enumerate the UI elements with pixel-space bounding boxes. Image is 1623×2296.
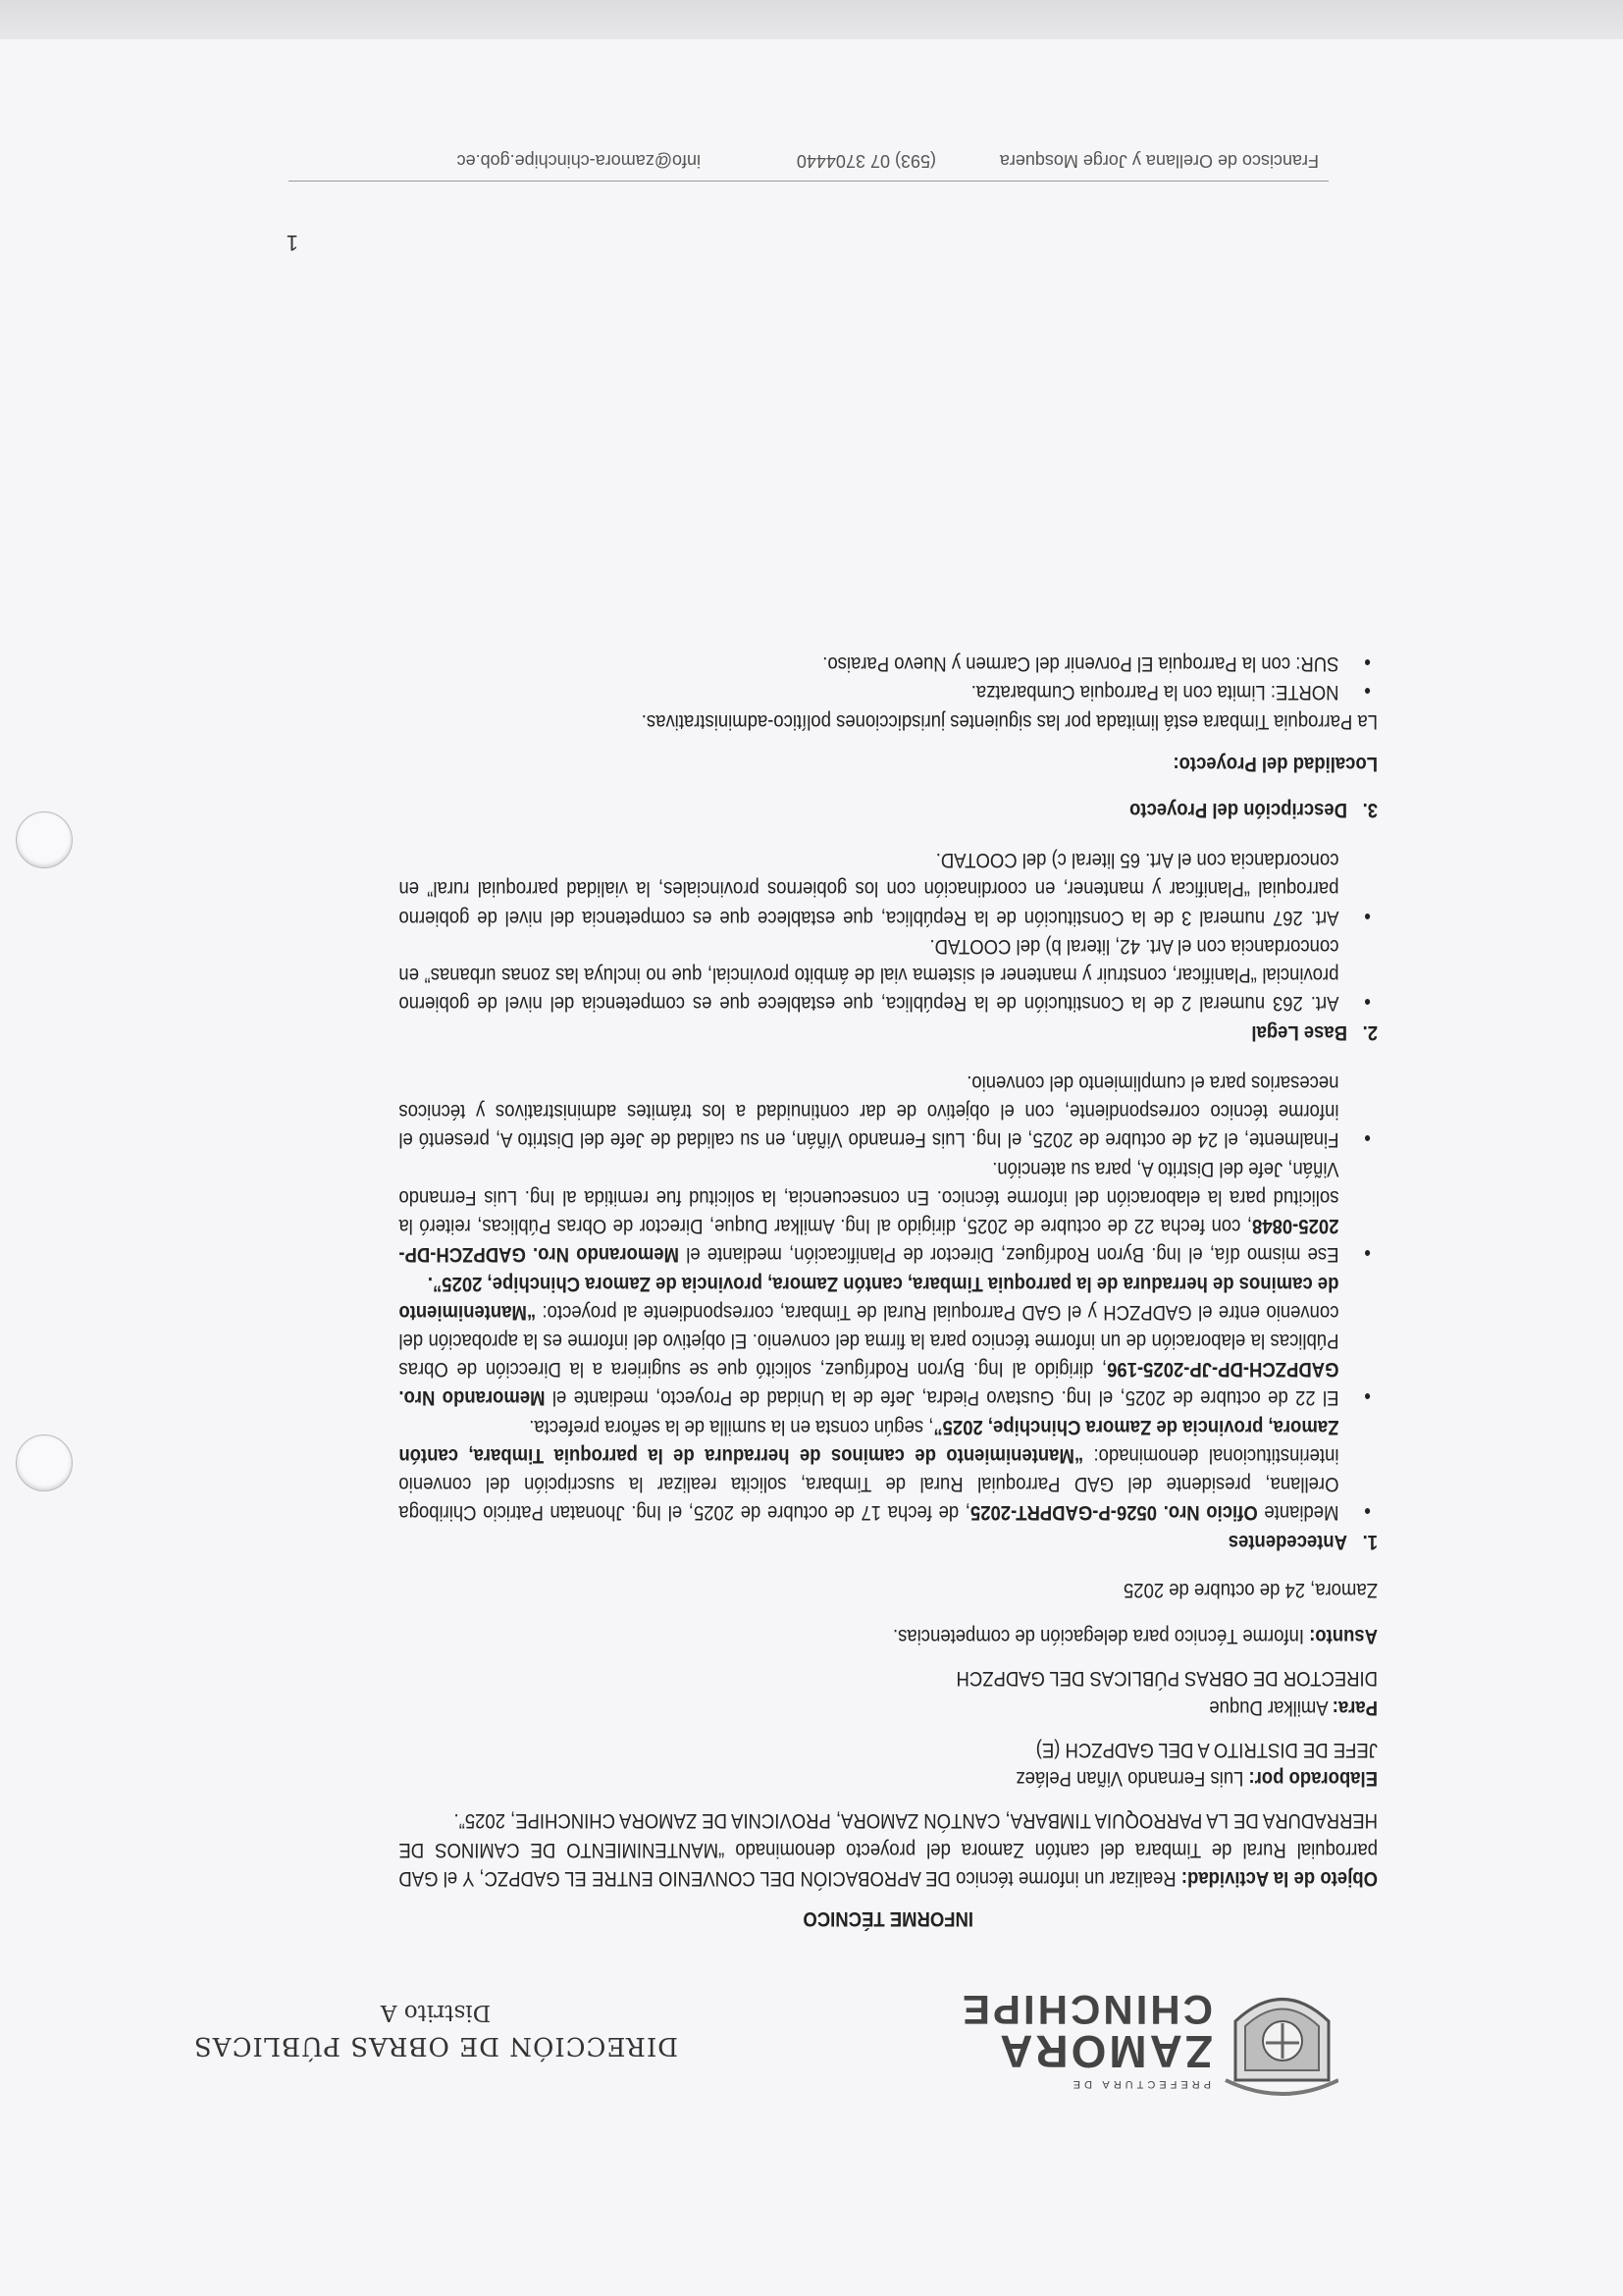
limit-norte: ● NORTE: Limita con la Parroquia Cumbaratza. [398,678,1378,706]
scan-edge [0,0,1623,39]
antecedente-item [398,1269,1378,1412]
project-name: “Mantenimiento de caminos de herradura de la parroquia Timbara, cantón Zamora, provincia de Zamora Chinchipe, 2025” [398,1415,1339,1468]
section-title: Base Legal [1251,1020,1348,1045]
legal-item: ● Art. 263 numeral 2 de la Constitución de la República, que establece que es competencia del nivel de gobierno provincial “Planificar, construir y mantener el sistema vial de ámbito provincial, que no incluya las zonas urbanas” en concordancia con el Art. 42, literal b) del COOTAD. [398,932,1378,1018]
localidad-text: La Parroquia Timbara está limitada por las siguientes jurisdicciones político-administrativas. [641,709,1378,734]
para-line [398,1693,1378,1721]
localidad-title: Localidad del Proyecto: [1173,752,1378,776]
text-run: Mediante [1257,1501,1339,1526]
objeto-paragraph [398,1806,1378,1893]
para-label: Para: [1332,1696,1378,1720]
antecedente-item [398,1154,1378,1269]
footer-address: Francisco de Orellana y Jorge Mosquera [999,151,1319,171]
text-run: , con fecha 22 de octubre de 2025, dirigido al Ing. Amilkar Duque, Director de Obras Públicas, reiteró la solicitud para la elaboración del informe técnico. En consecuencia, la solicitud fue remitida al Ing. Luis Fernando Viñán, Jefe del Distrito A, para su atención. [398,1157,1339,1239]
elaborado-role: JEFE DE DISTRITO A DEL GADPZCH (E) [1035,1738,1378,1762]
section-number: 1. [1362,1530,1378,1554]
objeto-text: Realizar un informe técnico DE APROBACIÓN DEL CONVENIO ENTRE EL GADPZC, Y el GAD parroquial Rural de Timbara del cantón Zamora del proyecto denominado “MANTENIMIENTO DE CAMINOS DE HERRADURA DE LA PARROQUIA TIMBARA, CANTÓN ZAMORA, PROVICNIA DE ZAMORA CHINCHIPE, 2025”. [398,1809,1378,1891]
prefectura-logo [907,1977,1338,2100]
section-title: Descripción del Proyecto [1129,799,1348,823]
memo-reference: Memorando Nro. GADPZCH-DP-JP-2025-196 [398,1358,1339,1411]
letterhead [192,1972,1378,2100]
punch-hole-bottom [16,811,73,868]
antecedente-item [398,1412,1378,1527]
asunto-line [398,1622,1378,1650]
text-run: , de fecha 17 de octubre de 2025, el Ing. Jhonatan Patricio Chiriboga Orellana, presidente del GAD Parroquial Rural de Timbara, solicita realizar la suscripción del convenio interinstitucional denominado: [398,1443,1339,1526]
text-run: , según consta en la sumilla de la señora prefecta. [529,1415,934,1439]
antecedente-item: ● Finalmente, el 24 de octubre de 2025, el Ing. Luis Fernando Viñán, en su calidad de Jefe del Distrito A, presentó el informe técnico correspondiente, con el objetivo de dar continuidad a los trámites administrativos y técnicos necesarios para el cumplimiento del convenio. [398,1069,1378,1155]
legal-item: ● Art. 267 numeral 3 de la Constitución de la República, que establece que es competencia del nivel de gobierno parroquial “Planificar y mantener, en coordinación con los gobiernos provinciales, la vialidad parroquial rural” en concordancia con el Art. 65 literal c) del COOTAD. [398,846,1378,932]
text-run: , dirigido al Ing. Byron Rodríguez, solicitó que se sugiriera a la Dirección de Obras Públicas la elaboración de un informe técnico para la firma del convenio. El objetivo del informe es la aprobación del convenio entre el GADPZCH y el GAD Parroquial Rural de Timbara, correspondiente al proyecto: [398,1300,1339,1383]
section-number: 2. [1362,1020,1378,1045]
document-title: INFORME TÉCNICO [803,1907,974,1931]
district-subtitle: Distrito A [380,2000,492,2025]
project-name: “Mantenimiento de caminos de herradura de la parroquia Timbara, cantón Zamora, provincia de Zamora Chinchipe, 2025”. [398,1272,1339,1325]
elaborado-name: Luis Fernando Viñan Peláez [1016,1767,1249,1792]
para-name: Amilkar Duque [1209,1696,1333,1720]
text-run: El 22 de octubre de 2025, el Ing. Gustavo Piedra, Jefe de la Unidad de Proyecto, mediante el [545,1386,1339,1411]
limit-sur: ● SUR: con la Parroquia El Porvenir del Carmen y Nuevo Paraiso. [398,650,1378,678]
para-role: DIRECTOR DE OBRAS PÚBLICAS DEL GADPZCH [956,1667,1378,1692]
page-number: 1 [286,231,298,255]
asunto-label: Asunto: [1309,1625,1378,1649]
direction-title: DIRECCIÓN DE OBRAS PÚBLICAS [192,2031,679,2061]
objeto-label: Objeto de la Actividad: [1180,1866,1378,1891]
page-footer [288,143,1329,182]
section-antecedentes [398,1527,1378,1555]
memo-reference: Memorando Nro. GADPZCH-DP-2025-0848 [398,1215,1339,1268]
document-body [398,650,1378,1933]
elaborado-label: Elaborado por: [1248,1767,1378,1792]
section-number: 3. [1362,799,1378,823]
elaborado-line [398,1764,1378,1793]
punch-hole-top [16,1435,73,1491]
section-base-legal [398,1018,1378,1046]
logo-small-text: PREFECTURA DE [1069,2078,1211,2090]
section-title: Antecedentes [1228,1530,1348,1554]
logo-line2: CHINCHIPE [959,1987,1213,2033]
text-run: Ese mismo día, el Ing. Byron Rodríguez, Director de Planificación, mediante el [679,1243,1339,1268]
oficio-reference: Oficio Nro. 0526-P-GADPRT-2025 [969,1501,1258,1526]
footer-phone: (593) 07 3704440 [796,151,936,171]
logo-line1: ZAMORA [997,2026,1213,2077]
section-descripcion [398,796,1378,824]
footer-email: info@zamora-chinchipe.gob.ec [456,151,701,171]
asunto-text: Informe Técnico para delegación de competencias. [893,1625,1310,1649]
document-date: Zamora, 24 de octubre de 2025 [1123,1578,1378,1602]
